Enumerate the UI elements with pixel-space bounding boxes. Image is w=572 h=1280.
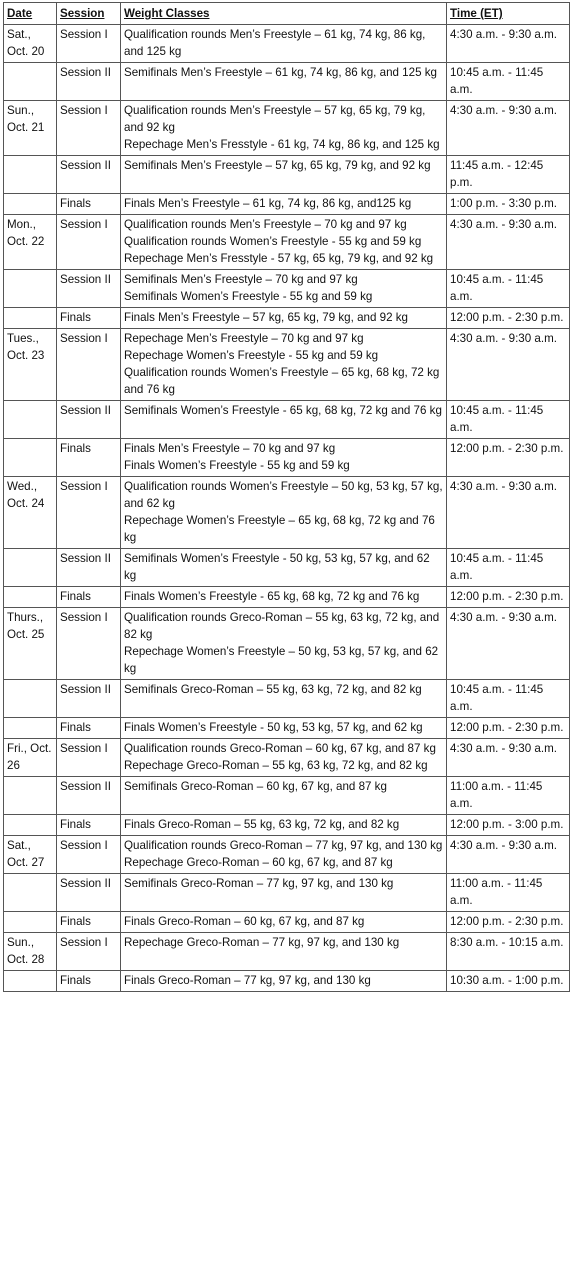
- session-cell: Session I: [57, 101, 121, 156]
- date-cell: [4, 718, 57, 739]
- weight-class-event: Repechage Greco-Roman – 77 kg, 97 kg, and 130 kg: [124, 936, 400, 949]
- table-row: [4, 971, 570, 992]
- weight-class-event: Repechage Greco-Roman – 60 kg, 67 kg, and 87 kg: [124, 856, 393, 869]
- weight-class-event: Qualification rounds Men’s Freestyle – 61 kg, 74 kg, 86 kg, and 125 kg: [124, 28, 426, 58]
- weight-classes-cell: [121, 439, 447, 477]
- weight-classes-cell: [121, 63, 447, 101]
- weight-class-event: Repechage Women’s Freestyle – 50 kg, 53 kg, 57 kg, and 62 kg: [124, 645, 439, 675]
- weight-class-event: Semifinals Greco-Roman – 77 kg, 97 kg, and 130 kg: [124, 877, 394, 890]
- weight-class-event: Repechage Men’s Freestyle – 70 kg and 97 kg: [124, 332, 364, 345]
- weight-classes-cell: [121, 549, 447, 587]
- session-cell: Finals: [57, 718, 121, 739]
- weight-class-event: Qualification rounds Men’s Freestyle – 70 kg and 97 kg: [124, 218, 407, 231]
- date-cell: Sun., Oct. 28: [4, 933, 57, 971]
- weight-class-event: Finals Women’s Freestyle - 50 kg, 53 kg, 57 kg, and 62 kg: [124, 721, 423, 734]
- weight-class-event: Qualification rounds Women’s Freestyle – 50 kg, 53 kg, 57 kg, and 62 kg: [124, 480, 443, 510]
- date-cell: Thurs., Oct. 25: [4, 608, 57, 680]
- date-cell: Wed., Oct. 24: [4, 477, 57, 549]
- weight-class-event: Qualification rounds Women’s Freestyle – 65 kg, 68 kg, 72 kg and 76 kg: [124, 366, 440, 396]
- weight-class-event: Finals Greco-Roman – 60 kg, 67 kg, and 87 kg: [124, 915, 365, 928]
- weight-class-event: Qualification rounds Greco-Roman – 77 kg, 97 kg, and 130 kg: [124, 839, 443, 852]
- time-cell: 10:30 a.m. - 1:00 p.m.: [447, 971, 570, 992]
- weight-classes-cell: [121, 215, 447, 270]
- weight-class-event: Qualification rounds Greco-Roman – 55 kg, 63 kg, 72 kg, and 82 kg: [124, 611, 440, 641]
- weight-classes-cell: [121, 680, 447, 718]
- session-cell: Session I: [57, 933, 121, 971]
- weight-classes-cell: [121, 815, 447, 836]
- date-cell: [4, 874, 57, 912]
- session-cell: Session II: [57, 777, 121, 815]
- weight-class-event: Repechage Women’s Freestyle – 65 kg, 68 kg, 72 kg and 76 kg: [124, 514, 435, 544]
- weight-classes-cell: [121, 156, 447, 194]
- weight-class-event: Semifinals Men’s Freestyle – 70 kg and 97 kg: [124, 273, 358, 286]
- table-row: [4, 308, 570, 329]
- session-cell: Finals: [57, 912, 121, 933]
- weight-classes-cell: [121, 739, 447, 777]
- table-row: [4, 439, 570, 477]
- date-cell: [4, 680, 57, 718]
- table-row: [4, 718, 570, 739]
- date-cell: [4, 156, 57, 194]
- time-cell: 10:45 a.m. - 11:45 a.m.: [447, 680, 570, 718]
- weight-class-event: Semifinals Women’s Freestyle - 50 kg, 53 kg, 57 kg, and 62 kg: [124, 552, 430, 582]
- time-cell: 4:30 a.m. - 9:30 a.m.: [447, 836, 570, 874]
- time-cell: 12:00 p.m. - 3:00 p.m.: [447, 815, 570, 836]
- time-cell: 12:00 p.m. - 2:30 p.m.: [447, 587, 570, 608]
- session-cell: Finals: [57, 971, 121, 992]
- time-cell: 12:00 p.m. - 2:30 p.m.: [447, 439, 570, 477]
- date-cell: [4, 194, 57, 215]
- date-cell: [4, 587, 57, 608]
- weight-class-event: Semifinals Men’s Freestyle – 61 kg, 74 kg, 86 kg, and 125 kg: [124, 66, 437, 79]
- weight-class-event: Repechage Greco-Roman – 55 kg, 63 kg, 72 kg, and 82 kg: [124, 759, 428, 772]
- time-cell: 12:00 p.m. - 2:30 p.m.: [447, 912, 570, 933]
- date-cell: Fri., Oct. 26: [4, 739, 57, 777]
- session-cell: Session II: [57, 874, 121, 912]
- table-body: [4, 25, 570, 992]
- time-cell: 4:30 a.m. - 9:30 a.m.: [447, 608, 570, 680]
- weight-classes-cell: [121, 971, 447, 992]
- weight-classes-cell: [121, 912, 447, 933]
- weight-class-event: Finals Women’s Freestyle - 65 kg, 68 kg, 72 kg and 76 kg: [124, 590, 420, 603]
- weight-classes-cell: [121, 718, 447, 739]
- table-row: [4, 549, 570, 587]
- weight-class-event: Semifinals Women’s Freestyle - 65 kg, 68 kg, 72 kg and 76 kg: [124, 404, 442, 417]
- weight-classes-cell: [121, 777, 447, 815]
- session-cell: Session II: [57, 270, 121, 308]
- table-row: [4, 215, 570, 270]
- weight-class-event: Semifinals Greco-Roman – 55 kg, 63 kg, 72 kg, and 82 kg: [124, 683, 422, 696]
- time-cell: 10:45 a.m. - 11:45 a.m.: [447, 549, 570, 587]
- weight-classes-cell: [121, 101, 447, 156]
- date-cell: [4, 971, 57, 992]
- session-cell: Finals: [57, 194, 121, 215]
- time-cell: 4:30 a.m. - 9:30 a.m.: [447, 215, 570, 270]
- time-cell: 4:30 a.m. - 9:30 a.m.: [447, 101, 570, 156]
- header-weight-classes: Weight Classes: [121, 3, 447, 25]
- table-row: [4, 933, 570, 971]
- weight-class-event: Semifinals Men’s Freestyle – 57 kg, 65 kg, 79 kg, and 92 kg: [124, 159, 431, 172]
- date-cell: [4, 308, 57, 329]
- date-cell: [4, 815, 57, 836]
- table-row: [4, 156, 570, 194]
- table-header: [4, 3, 570, 25]
- weight-classes-cell: [121, 874, 447, 912]
- weight-classes-cell: [121, 587, 447, 608]
- session-cell: Session I: [57, 608, 121, 680]
- time-cell: 11:00 a.m. - 11:45 a.m.: [447, 777, 570, 815]
- date-cell: Sat., Oct. 27: [4, 836, 57, 874]
- time-cell: 10:45 a.m. - 11:45 a.m.: [447, 63, 570, 101]
- weight-classes-cell: [121, 608, 447, 680]
- weight-classes-cell: [121, 836, 447, 874]
- weight-class-event: Qualification rounds Men’s Freestyle – 57 kg, 65 kg, 79 kg, and 92 kg: [124, 104, 426, 134]
- time-cell: 11:00 a.m. - 11:45 a.m.: [447, 874, 570, 912]
- weight-class-event: Finals Greco-Roman – 55 kg, 63 kg, 72 kg, and 82 kg: [124, 818, 400, 831]
- date-cell: Sat., Oct. 20: [4, 25, 57, 63]
- time-cell: 4:30 a.m. - 9:30 a.m.: [447, 329, 570, 401]
- weight-class-event: Repechage Women’s Freestyle - 55 kg and 59 kg: [124, 349, 379, 362]
- weight-classes-cell: [121, 25, 447, 63]
- weight-class-event: Repechage Men’s Fresstyle - 57 kg, 65 kg, 79 kg, and 92 kg: [124, 252, 434, 265]
- table-row: [4, 25, 570, 63]
- weight-classes-cell: [121, 270, 447, 308]
- session-cell: Session II: [57, 680, 121, 718]
- weight-class-event: Qualification rounds Women’s Freestyle - 55 kg and 59 kg: [124, 235, 422, 248]
- weight-class-event: Semifinals Greco-Roman – 60 kg, 67 kg, and 87 kg: [124, 780, 387, 793]
- date-cell: [4, 549, 57, 587]
- time-cell: 12:00 p.m. - 2:30 p.m.: [447, 308, 570, 329]
- time-cell: 8:30 a.m. - 10:15 a.m.: [447, 933, 570, 971]
- table-row: [4, 874, 570, 912]
- time-cell: 10:45 a.m. - 11:45 a.m.: [447, 401, 570, 439]
- time-cell: 4:30 a.m. - 9:30 a.m.: [447, 25, 570, 63]
- time-cell: 10:45 a.m. - 11:45 a.m.: [447, 270, 570, 308]
- header-session: Session: [57, 3, 121, 25]
- date-cell: Sun., Oct. 21: [4, 101, 57, 156]
- session-cell: Finals: [57, 815, 121, 836]
- header-date: Date: [4, 3, 57, 25]
- session-cell: Session II: [57, 401, 121, 439]
- session-cell: Session II: [57, 549, 121, 587]
- table-row: [4, 777, 570, 815]
- weight-classes-cell: [121, 329, 447, 401]
- table-row: [4, 912, 570, 933]
- session-cell: Session II: [57, 156, 121, 194]
- weight-class-event: Repechage Men’s Fresstyle - 61 kg, 74 kg, 86 kg, and 125 kg: [124, 138, 440, 151]
- weight-class-event: Finals Men’s Freestyle – 57 kg, 65 kg, 79 kg, and 92 kg: [124, 311, 408, 324]
- date-cell: [4, 912, 57, 933]
- table-row: [4, 680, 570, 718]
- table-row: [4, 815, 570, 836]
- session-cell: Session I: [57, 739, 121, 777]
- weight-classes-cell: [121, 308, 447, 329]
- session-cell: Session I: [57, 836, 121, 874]
- table-row: [4, 63, 570, 101]
- weight-class-event: Semifinals Women’s Freestyle - 55 kg and 59 kg: [124, 290, 373, 303]
- table-row: [4, 477, 570, 549]
- date-cell: [4, 270, 57, 308]
- session-cell: Session I: [57, 477, 121, 549]
- weight-classes-cell: [121, 401, 447, 439]
- session-cell: Session I: [57, 215, 121, 270]
- time-cell: 12:00 p.m. - 2:30 p.m.: [447, 718, 570, 739]
- table-row: [4, 329, 570, 401]
- table-row: [4, 608, 570, 680]
- time-cell: 11:45 a.m. - 12:45 p.m.: [447, 156, 570, 194]
- time-cell: 1:00 p.m. - 3:30 p.m.: [447, 194, 570, 215]
- weight-classes-cell: [121, 933, 447, 971]
- session-cell: Session II: [57, 63, 121, 101]
- session-cell: Finals: [57, 439, 121, 477]
- date-cell: Mon., Oct. 22: [4, 215, 57, 270]
- table-row: [4, 739, 570, 777]
- weight-class-event: Qualification rounds Greco-Roman – 60 kg, 67 kg, and 87 kg: [124, 742, 436, 755]
- weight-class-event: Finals Men’s Freestyle – 70 kg and 97 kg: [124, 442, 336, 455]
- session-cell: Finals: [57, 308, 121, 329]
- table-row: [4, 587, 570, 608]
- schedule-table: [3, 2, 570, 992]
- session-cell: Finals: [57, 587, 121, 608]
- table-row: [4, 101, 570, 156]
- session-cell: Session I: [57, 25, 121, 63]
- header-time: Time (ET): [447, 3, 570, 25]
- table-row: [4, 836, 570, 874]
- date-cell: [4, 401, 57, 439]
- time-cell: 4:30 a.m. - 9:30 a.m.: [447, 739, 570, 777]
- weight-classes-cell: [121, 194, 447, 215]
- date-cell: Tues., Oct. 23: [4, 329, 57, 401]
- date-cell: [4, 439, 57, 477]
- header-row: [4, 3, 570, 25]
- session-cell: Session I: [57, 329, 121, 401]
- weight-classes-cell: [121, 477, 447, 549]
- weight-class-event: Finals Women’s Freestyle - 55 kg and 59 kg: [124, 459, 350, 472]
- weight-class-event: Finals Greco-Roman – 77 kg, 97 kg, and 130 kg: [124, 974, 371, 987]
- table-row: [4, 401, 570, 439]
- date-cell: [4, 777, 57, 815]
- table-row: [4, 194, 570, 215]
- table-row: [4, 270, 570, 308]
- date-cell: [4, 63, 57, 101]
- time-cell: 4:30 a.m. - 9:30 a.m.: [447, 477, 570, 549]
- weight-class-event: Finals Men’s Freestyle – 61 kg, 74 kg, 86 kg, and125 kg: [124, 197, 412, 210]
